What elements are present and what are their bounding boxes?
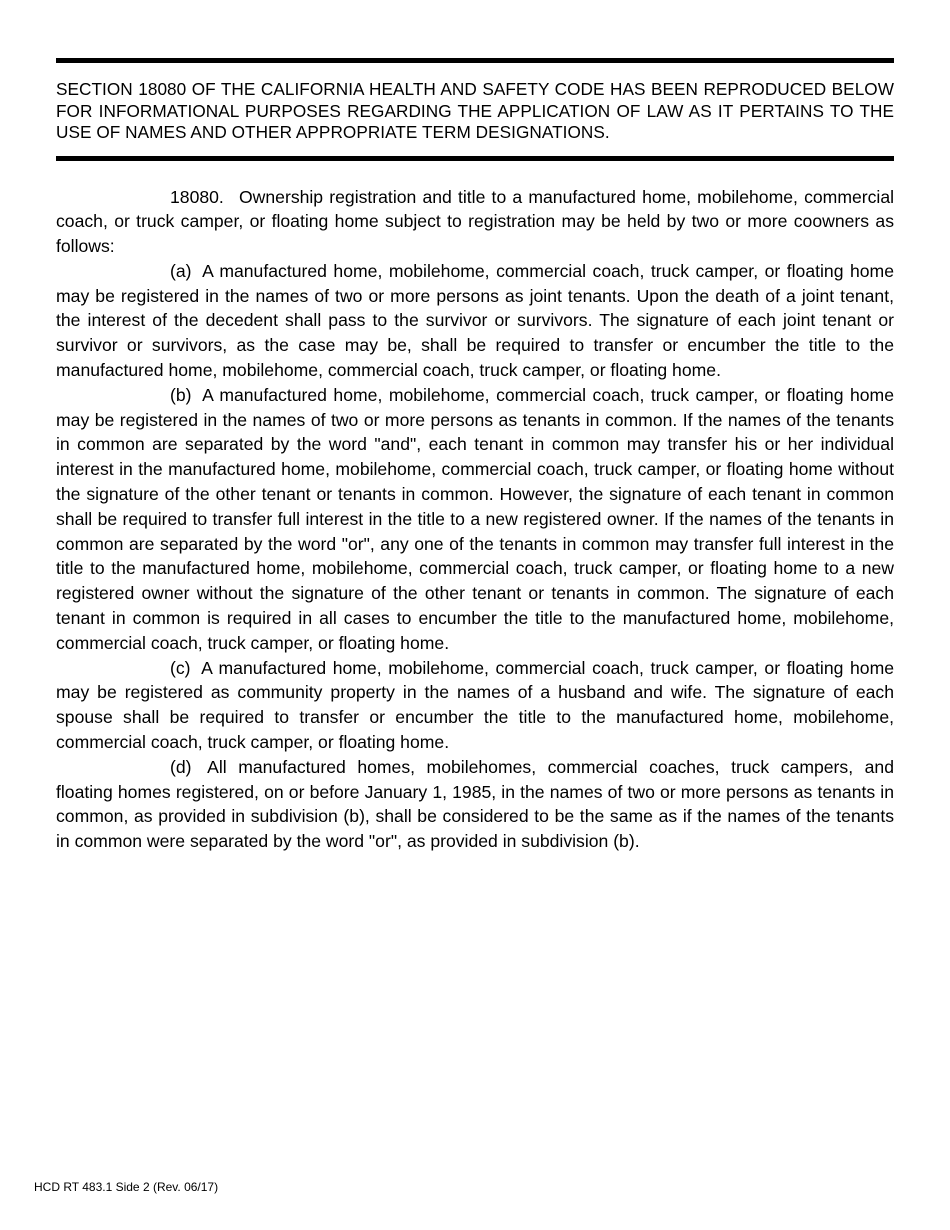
section-intro-text: Ownership registration and title to a manufactured home, mobilehome, commercial coach, or truck camper, or floating home subject to registration may be held by two or more coowners as follows:: [56, 186, 895, 257]
form-footer: HCD RT 483.1 Side 2 (Rev. 06/17): [34, 1180, 219, 1194]
subdivision-label: (d): [170, 756, 192, 777]
subdivision-c: [56, 656, 894, 755]
subdivision-a: [56, 259, 894, 383]
subdivision-label: (b): [170, 384, 192, 405]
section-intro-paragraph: [56, 185, 894, 259]
subdivision-text: A manufactured home, mobilehome, commercial coach, truck camper, or floating home may be registered as community property in the names of a husband and wife. The signature of each spouse shall be required to transfer or encumber the title to the manufactured home, mobilehome, commercial coach, truck camper, or floating home.: [56, 657, 895, 753]
section-number: 18080.: [170, 186, 224, 207]
subdivision-label: (c): [170, 657, 191, 678]
subdivision-d: [56, 755, 894, 854]
header-notice: SECTION 18080 OF THE CALIFORNIA HEALTH AND SAFETY CODE HAS BEEN REPRODUCED BELOW FOR INFORMATIONAL PURPOSES REGARDING THE APPLICATION OF LAW AS IT PERTAINS TO THE USE OF NAMES AND OTHER APPROPRIATE TERM DESIGNATIONS.: [56, 79, 894, 142]
subdivision-text: A manufactured home, mobilehome, commercial coach, truck camper, or floating home may be registered in the names of two or more persons as joint tenants. Upon the death of a joint tenant, the interest of the decedent shall pass to the survivor or survivors. The signature of each joint tenant or survivor or survivors, as the case may be, shall be required to transfer or encumber the title to the manufactured home, mobilehome, commercial coach, truck camper, or floating home.: [56, 260, 895, 381]
subdivision-label: (a): [170, 260, 192, 281]
top-rule: [56, 58, 894, 63]
header-bottom-rule: [56, 156, 894, 161]
document-page: [56, 0, 894, 854]
subdivision-b: [56, 383, 894, 656]
section-body: [56, 185, 894, 855]
subdivision-text: All manufactured homes, mobilehomes, commercial coaches, truck campers, and floating homes registered, on or before January 1, 1985, in the names of two or more persons as tenants in common, as provided in subdivision (b), shall be considered to be the same as if the names of the tenants in common were separated by the word "or", as provided in subdivision (b).: [56, 756, 894, 852]
subdivision-text: A manufactured home, mobilehome, commercial coach, truck camper, or floating home may be registered in the names of two or more persons as tenants in common. If the names of the tenants in common are separated by the word "and", each tenant in common may transfer his or her individual interest in the manufactured home, mobilehome, commercial coach, truck camper, or floating home without the signature of the other tenant or tenants in common. However, the signature of each tenant in common shall be required to transfer full interest in the title to a new registered owner. If the names of the tenants in common are separated by the word "or", any one of the tenants in common may transfer full interest in the title to the manufactured home, mobilehome, commercial coach, truck camper, or floating home to a new registered owner without the signature of the other tenant or tenants in common. The signature of each tenant in common is required in all cases to encumber the title to the manufactured home, mobilehome, commercial coach, truck camper, or floating home.: [56, 384, 895, 653]
